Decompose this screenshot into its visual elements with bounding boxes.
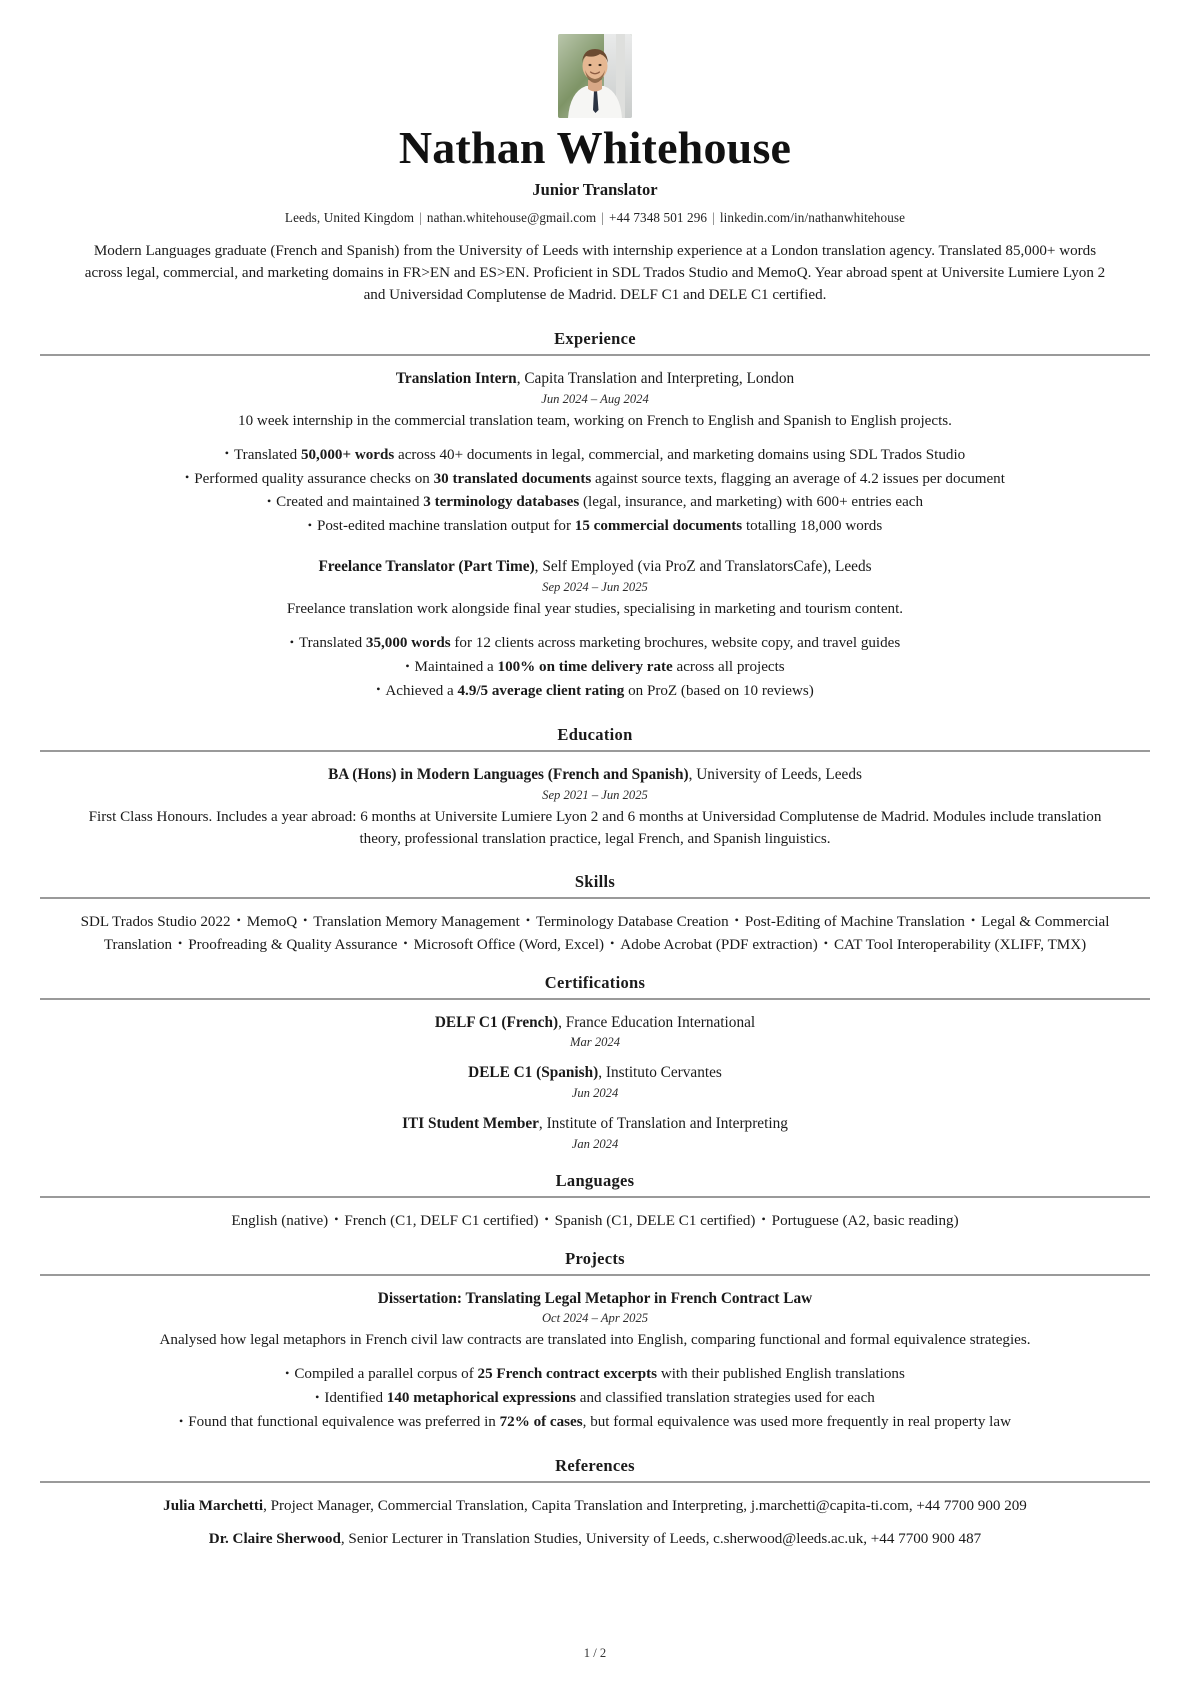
section-divider bbox=[40, 354, 1150, 356]
list-separator-dot-icon: • bbox=[233, 913, 244, 928]
bullet-highlight: 25 French contract excerpts bbox=[477, 1366, 658, 1383]
page-footer bbox=[40, 1636, 1150, 1683]
list-item: French (C1, DELF C1 certified) bbox=[344, 1212, 539, 1229]
experience-entry-title bbox=[40, 556, 1150, 578]
bullet-highlight: 50,000+ words bbox=[300, 446, 395, 463]
project-entry-title bbox=[40, 1288, 1150, 1310]
bullet-highlight: 3 terminology databases bbox=[423, 494, 580, 511]
education-institution: , University of Leeds, Leeds bbox=[688, 765, 862, 783]
reference-entry bbox=[40, 1495, 1150, 1518]
list-separator-dot-icon: • bbox=[967, 913, 979, 928]
reference-name: Dr. Claire Sherwood bbox=[208, 1530, 341, 1547]
list-separator-dot-icon: • bbox=[607, 936, 618, 951]
experience-date: Jun 2024 – Aug 2024 bbox=[541, 391, 649, 406]
bullet-dot-icon: • bbox=[224, 446, 232, 461]
list-separator-dot-icon: • bbox=[400, 936, 411, 951]
section-references bbox=[40, 1456, 1150, 1560]
bullet-item: • Achieved a 4.9/5 average client rating on ProZ (based on 10 reviews) bbox=[376, 682, 814, 699]
certification-date: Mar 2024 bbox=[569, 1035, 621, 1050]
reference-name: Julia Marchetti bbox=[163, 1498, 264, 1515]
section-title-skills: Skills bbox=[574, 871, 616, 891]
project-entry bbox=[40, 1288, 1150, 1435]
experience-entry bbox=[40, 368, 1150, 539]
list-item: MemoQ bbox=[246, 913, 298, 930]
bullet-highlight: 15 commercial documents bbox=[574, 518, 743, 535]
list-item: Legal & Commercial Translation bbox=[103, 913, 1110, 953]
contact-phone[interactable]: +44 7348 501 296 bbox=[609, 209, 708, 225]
list-item: Portuguese (A2, basic reading) bbox=[771, 1212, 959, 1229]
bullet-dot-icon: • bbox=[285, 1365, 293, 1380]
experience-company: , Self Employed (via ProZ and TranslatorsCafe), Leeds bbox=[534, 558, 872, 576]
page-indicator: 1 / 2 bbox=[583, 1646, 607, 1660]
section-experience bbox=[40, 329, 1150, 709]
certification-entry-title bbox=[40, 1012, 1150, 1034]
reference-details: , Project Manager, Commercial Translation, Capita Translation and Interpreting, j.marchetti@capita-ti.com, +44 7700 900 209 bbox=[263, 1498, 1027, 1515]
section-divider bbox=[40, 1274, 1150, 1276]
reference-details: , Senior Lecturer in Translation Studies, University of Leeds, c.sherwood@leeds.ac.uk, +44 7700 900 487 bbox=[340, 1530, 982, 1547]
bullet-item: • Performed quality assurance checks on 30 translated documents against source texts, flagging an average of 4.2 issues per document bbox=[185, 470, 1005, 487]
education-entry bbox=[40, 764, 1150, 850]
list-separator-dot-icon: • bbox=[175, 936, 186, 951]
list-separator-dot-icon: • bbox=[731, 913, 742, 928]
bullet-item: • Created and maintained 3 terminology databases (legal, insurance, and marketing) with 600+ entries each bbox=[266, 493, 924, 511]
section-title-experience: Experience bbox=[554, 328, 636, 348]
bullet-dot-icon: • bbox=[376, 682, 384, 697]
list-item: Terminology Database Creation bbox=[536, 913, 729, 930]
section-skills bbox=[40, 872, 1150, 957]
reference-entry bbox=[40, 1528, 1150, 1551]
bullet-highlight: 72% of cases bbox=[499, 1414, 583, 1431]
contact-location: Leeds, United Kingdom bbox=[284, 209, 415, 225]
bullet-dot-icon: • bbox=[266, 493, 275, 508]
education-entry-title bbox=[40, 764, 1150, 786]
job-role-subtitle: Junior Translator bbox=[532, 179, 658, 199]
bullet-highlight: 100% on time delivery rate bbox=[497, 659, 673, 675]
section-certifications bbox=[40, 973, 1150, 1155]
experience-bullet-list bbox=[80, 444, 1110, 539]
experience-description: Freelance translation work alongside final year studies, specialising in marketing and tourism content. bbox=[286, 601, 904, 618]
education-degree: BA (Hons) in Modern Languages (French and Spanish) bbox=[328, 765, 689, 783]
contact-separator: | bbox=[601, 209, 605, 225]
bullet-item: • Compiled a parallel corpus of 25 French contract excerpts with their published English translations bbox=[285, 1365, 905, 1383]
project-date: Oct 2024 – Apr 2025 bbox=[541, 1311, 649, 1326]
contact-line bbox=[40, 210, 1150, 226]
list-separator-dot-icon: • bbox=[331, 1212, 342, 1227]
bullet-dot-icon: • bbox=[405, 658, 413, 673]
list-item: SDL Trados Studio 2022 bbox=[80, 913, 231, 930]
certification-issuer: , France Education International bbox=[558, 1013, 756, 1031]
experience-role: Freelance Translator (Part Time) bbox=[318, 558, 535, 576]
bullet-highlight: 35,000 words bbox=[365, 635, 451, 652]
section-title-languages: Languages bbox=[555, 1170, 635, 1190]
list-separator-dot-icon: • bbox=[758, 1212, 769, 1227]
section-divider bbox=[40, 998, 1150, 1000]
certification-entry-title bbox=[40, 1062, 1150, 1084]
experience-entry-title bbox=[40, 368, 1150, 390]
list-separator-dot-icon: • bbox=[541, 1212, 552, 1227]
languages-list bbox=[80, 1210, 1110, 1233]
certification-date: Jan 2024 bbox=[571, 1136, 619, 1151]
section-title-education: Education bbox=[557, 724, 633, 744]
avatar bbox=[558, 34, 632, 118]
section-projects bbox=[40, 1249, 1150, 1441]
bullet-dot-icon: • bbox=[179, 1413, 187, 1428]
portrait-photo-icon bbox=[558, 34, 632, 118]
list-item: Post-Editing of Machine Translation bbox=[744, 913, 965, 930]
experience-date: Sep 2024 – Jun 2025 bbox=[542, 580, 648, 595]
bullet-highlight: 30 translated documents bbox=[433, 470, 592, 487]
skills-list bbox=[80, 911, 1110, 957]
contact-linkedin[interactable]: linkedin.com/in/nathanwhitehouse bbox=[719, 209, 906, 225]
project-bullet-list bbox=[80, 1363, 1110, 1434]
experience-entry bbox=[40, 556, 1150, 703]
education-description: First Class Honours. Includes a year abroad: 6 months at Universite Lumiere Lyon 2 and 6 months at Universidad Complutense de Madrid. Modules include translation theory, professional translation practice, legal French, and Spanish linguistics. bbox=[88, 808, 1102, 847]
section-title-certifications: Certifications bbox=[544, 972, 646, 992]
certification-name: ITI Student Member bbox=[402, 1114, 539, 1132]
list-item: Microsoft Office (Word, Excel) bbox=[413, 936, 605, 953]
list-item: CAT Tool Interoperability (XLIFF, TMX) bbox=[833, 936, 1087, 953]
bullet-dot-icon: • bbox=[289, 634, 297, 649]
certification-entry-title bbox=[40, 1113, 1150, 1135]
page-spacer bbox=[40, 1560, 1150, 1636]
professional-summary: Modern Languages graduate (French and Spanish) from the University of Leeds with internship experience at a London translation agency. Translated 85,000+ words across legal, commercial, and marketing domains in FR>EN and ES>EN. Proficient in SDL Trados Studio and MemoQ. Year abroad spent at Universite Lumiere Lyon 2 and Universidad Complutense de Madrid. DELF C1 and DELE C1 certified. bbox=[84, 242, 1106, 304]
section-title-references: References bbox=[555, 1456, 635, 1476]
section-education bbox=[40, 725, 1150, 856]
section-languages bbox=[40, 1171, 1150, 1233]
certification-issuer: , Institute of Translation and Interpreting bbox=[538, 1114, 788, 1132]
list-item: English (native) bbox=[231, 1212, 329, 1229]
section-divider bbox=[40, 750, 1150, 752]
certification-entry bbox=[40, 1113, 1150, 1152]
bullet-dot-icon: • bbox=[315, 1389, 323, 1404]
bullet-item: • Translated 35,000 words for 12 clients across marketing brochures, website copy, and travel guides bbox=[289, 634, 901, 652]
list-item: Proofreading & Quality Assurance bbox=[188, 936, 398, 953]
list-separator-dot-icon: • bbox=[522, 913, 534, 928]
certification-name: DELF C1 (French) bbox=[434, 1013, 559, 1031]
experience-description: 10 week internship in the commercial translation team, working on French to English and Spanish to English projects. bbox=[238, 412, 952, 429]
contact-separator: | bbox=[419, 209, 422, 225]
experience-company: , Capita Translation and Interpreting, London bbox=[516, 369, 795, 387]
section-divider bbox=[40, 897, 1150, 899]
certification-entry bbox=[40, 1062, 1150, 1101]
contact-separator: | bbox=[712, 209, 715, 225]
bullet-item: • Maintained a 100% on time delivery rate across all projects bbox=[405, 658, 785, 675]
certification-entry bbox=[40, 1012, 1150, 1051]
bullet-item: • Translated 50,000+ words across 40+ documents in legal, commercial, and marketing domains using SDL Trados Studio bbox=[224, 446, 966, 463]
bullet-item: • Post-edited machine translation output for 15 commercial documents totalling 18,000 words bbox=[307, 517, 883, 535]
list-item: Translation Memory Management bbox=[313, 913, 520, 930]
certification-name: DELE C1 (Spanish) bbox=[468, 1064, 599, 1082]
resume-header bbox=[40, 34, 1150, 313]
project-description: Analysed how legal metaphors in French civil law contracts are translated into English, comparing functional and formal equivalence strategies. bbox=[159, 1332, 1031, 1349]
page-title: Nathan Whitehouse bbox=[398, 122, 792, 173]
bullet-highlight: 140 metaphorical expressions bbox=[386, 1390, 577, 1407]
section-title-projects: Projects bbox=[565, 1248, 625, 1268]
list-item: Spanish (C1, DELE C1 certified) bbox=[554, 1212, 756, 1229]
experience-bullet-list bbox=[80, 632, 1110, 703]
list-item: Adobe Acrobat (PDF extraction) bbox=[620, 936, 818, 953]
experience-role: Translation Intern bbox=[395, 369, 517, 387]
bullet-dot-icon: • bbox=[185, 470, 193, 484]
section-divider bbox=[40, 1196, 1150, 1198]
bullet-item: • Found that functional equivalence was preferred in 72% of cases, but formal equivalence was used more frequently in real property law bbox=[179, 1413, 1011, 1431]
bullet-item: • Identified 140 metaphorical expressions and classified translation strategies used for each bbox=[315, 1389, 875, 1407]
bullet-dot-icon: • bbox=[307, 517, 315, 532]
list-separator-dot-icon: • bbox=[300, 913, 311, 928]
list-separator-dot-icon: • bbox=[820, 936, 831, 951]
certification-date: Jun 2024 bbox=[571, 1085, 619, 1100]
education-date: Sep 2021 – Jun 2025 bbox=[542, 787, 648, 802]
bullet-highlight: 4.9/5 average client rating bbox=[457, 682, 625, 699]
section-divider bbox=[40, 1481, 1150, 1483]
project-name: Dissertation: Translating Legal Metaphor in French Contract Law bbox=[377, 1289, 813, 1307]
certification-issuer: , Instituto Cervantes bbox=[598, 1064, 722, 1082]
contact-email[interactable]: nathan.whitehouse@gmail.com bbox=[426, 209, 597, 225]
